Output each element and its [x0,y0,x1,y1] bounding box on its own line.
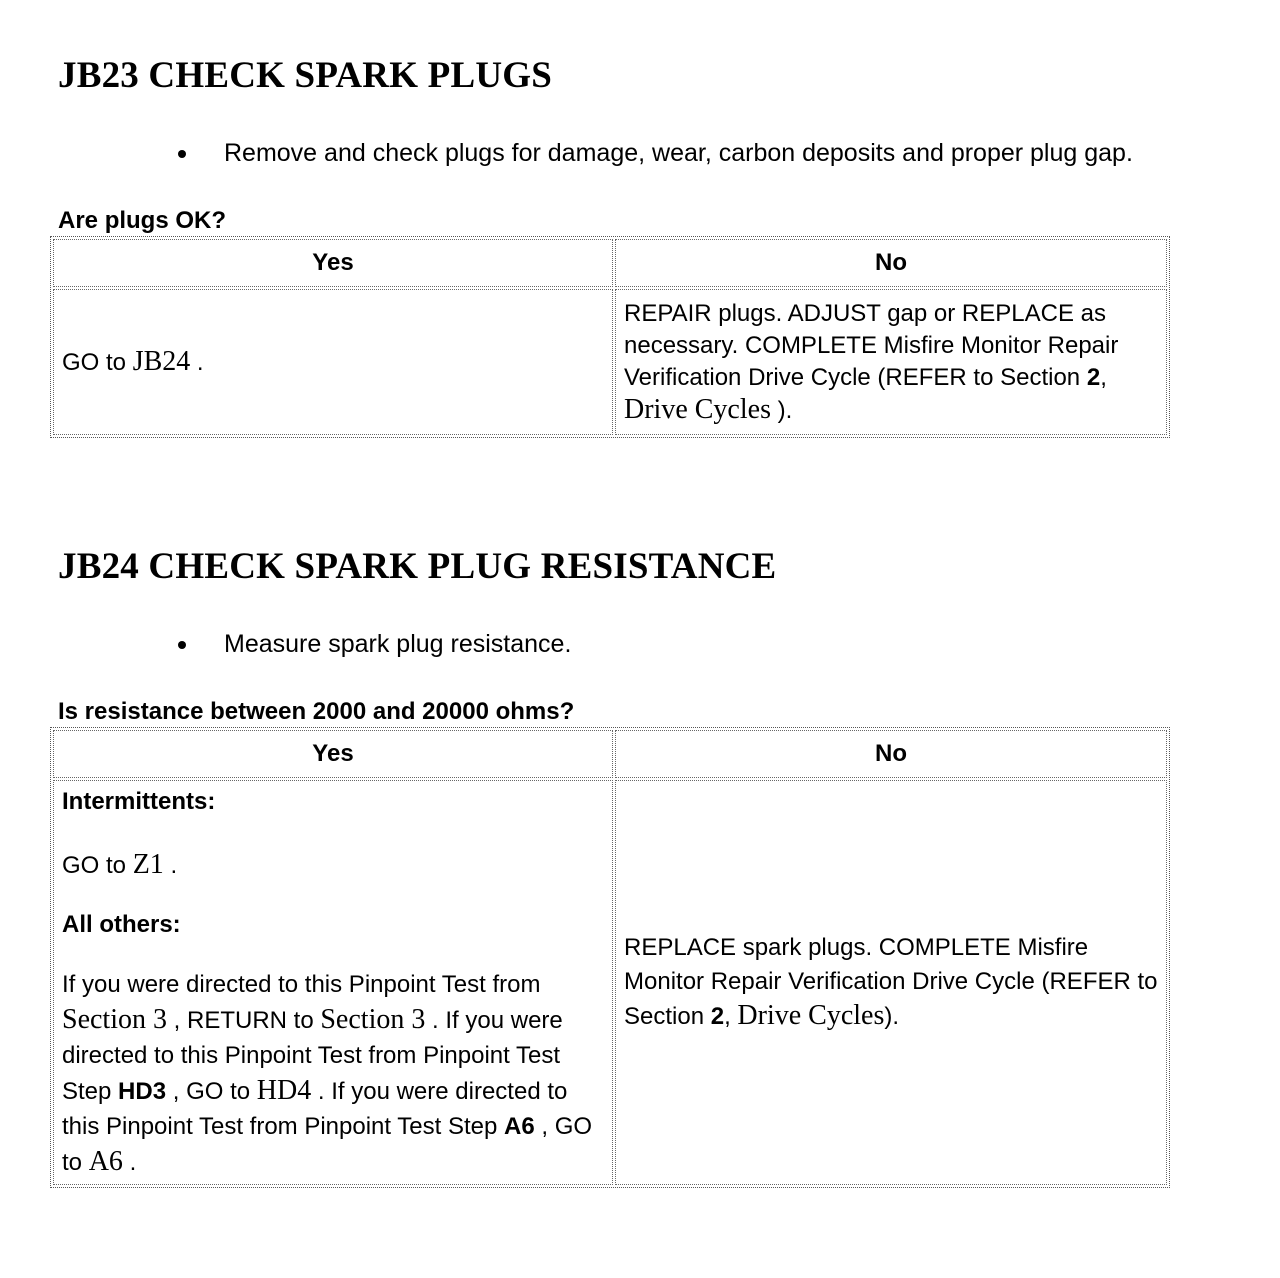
yes-cell [53,780,613,1185]
punctuation: , [724,1003,738,1030]
column-header-no: No [615,239,1167,287]
all-others-label: All others: [62,911,181,938]
link-z1[interactable]: Z1 [132,849,164,880]
punctuation: , [1100,363,1107,391]
punctuation: . [190,349,204,376]
no-cell [615,780,1167,1185]
column-header-yes: Yes [53,730,613,778]
all-others-instruction: If you were directed to this Pinpoint Test from Section 3 , RETURN to Section 3 . If you were directed to this Pinpoint Test from Pinpoint Test Step HD3 , GO to HD4 . If you were directed to this Pinpoint Test from Pinpoint Test Step A6 , GO to A6 . [62,971,593,1177]
no-instruction: REPLACE spark plugs. COMPLETE Misfire Monitor Repair Verification Drive Cycle (REFER to Section [624,934,1158,1030]
link-section-3[interactable]: Section 3 [320,1004,426,1035]
no-instruction: REPAIR plugs. ADJUST gap or REPLACE as necessary. COMPLETE Misfire Monitor Repair Verification Drive Cycle (REFER to Section [624,299,1119,391]
link-jb24[interactable]: JB24 [132,346,191,377]
link-section-3[interactable]: Section 3 [62,1004,167,1035]
step-a6: A6 [504,1113,535,1140]
decision-table-jb24 [50,727,1170,1188]
section-jb24 [50,543,1170,1188]
heading-jb24: JB24 CHECK SPARK PLUG RESISTANCE [58,546,777,587]
no-cell [615,289,1167,435]
intermittents-instruction: GO to Z1 . [62,849,178,880]
question-text: Are plugs OK? [58,207,227,234]
step-hd3: HD3 [118,1078,167,1105]
question-text: Is resistance between 2000 and 20000 ohms? [58,698,575,725]
link-a6[interactable]: A6 [88,1146,123,1177]
goto-text: GO to [62,349,133,376]
decision-table-jb23 [50,236,1170,438]
column-header-no: No [615,730,1167,778]
section-jb23 [50,52,1170,438]
instruction-list [50,629,1170,659]
instruction-list [50,138,1170,168]
punctuation: ). [770,396,793,424]
punctuation: ). [884,1003,900,1030]
section-number: 2 [710,1003,725,1030]
instruction-item: Measure spark plug resistance. [224,629,1170,659]
column-header-yes: Yes [53,239,613,287]
instruction-item: Remove and check plugs for damage, wear, carbon deposits and proper plug gap. [224,138,1170,168]
link-drive-cycles[interactable]: Drive Cycles [624,393,771,425]
link-drive-cycles[interactable]: Drive Cycles [737,1000,885,1031]
yes-cell [53,289,613,435]
intermittents-label: Intermittents: [62,788,216,815]
link-hd4[interactable]: HD4 [256,1075,312,1106]
section-number: 2 [1086,363,1101,391]
heading-jb23: JB23 CHECK SPARK PLUGS [58,55,553,96]
